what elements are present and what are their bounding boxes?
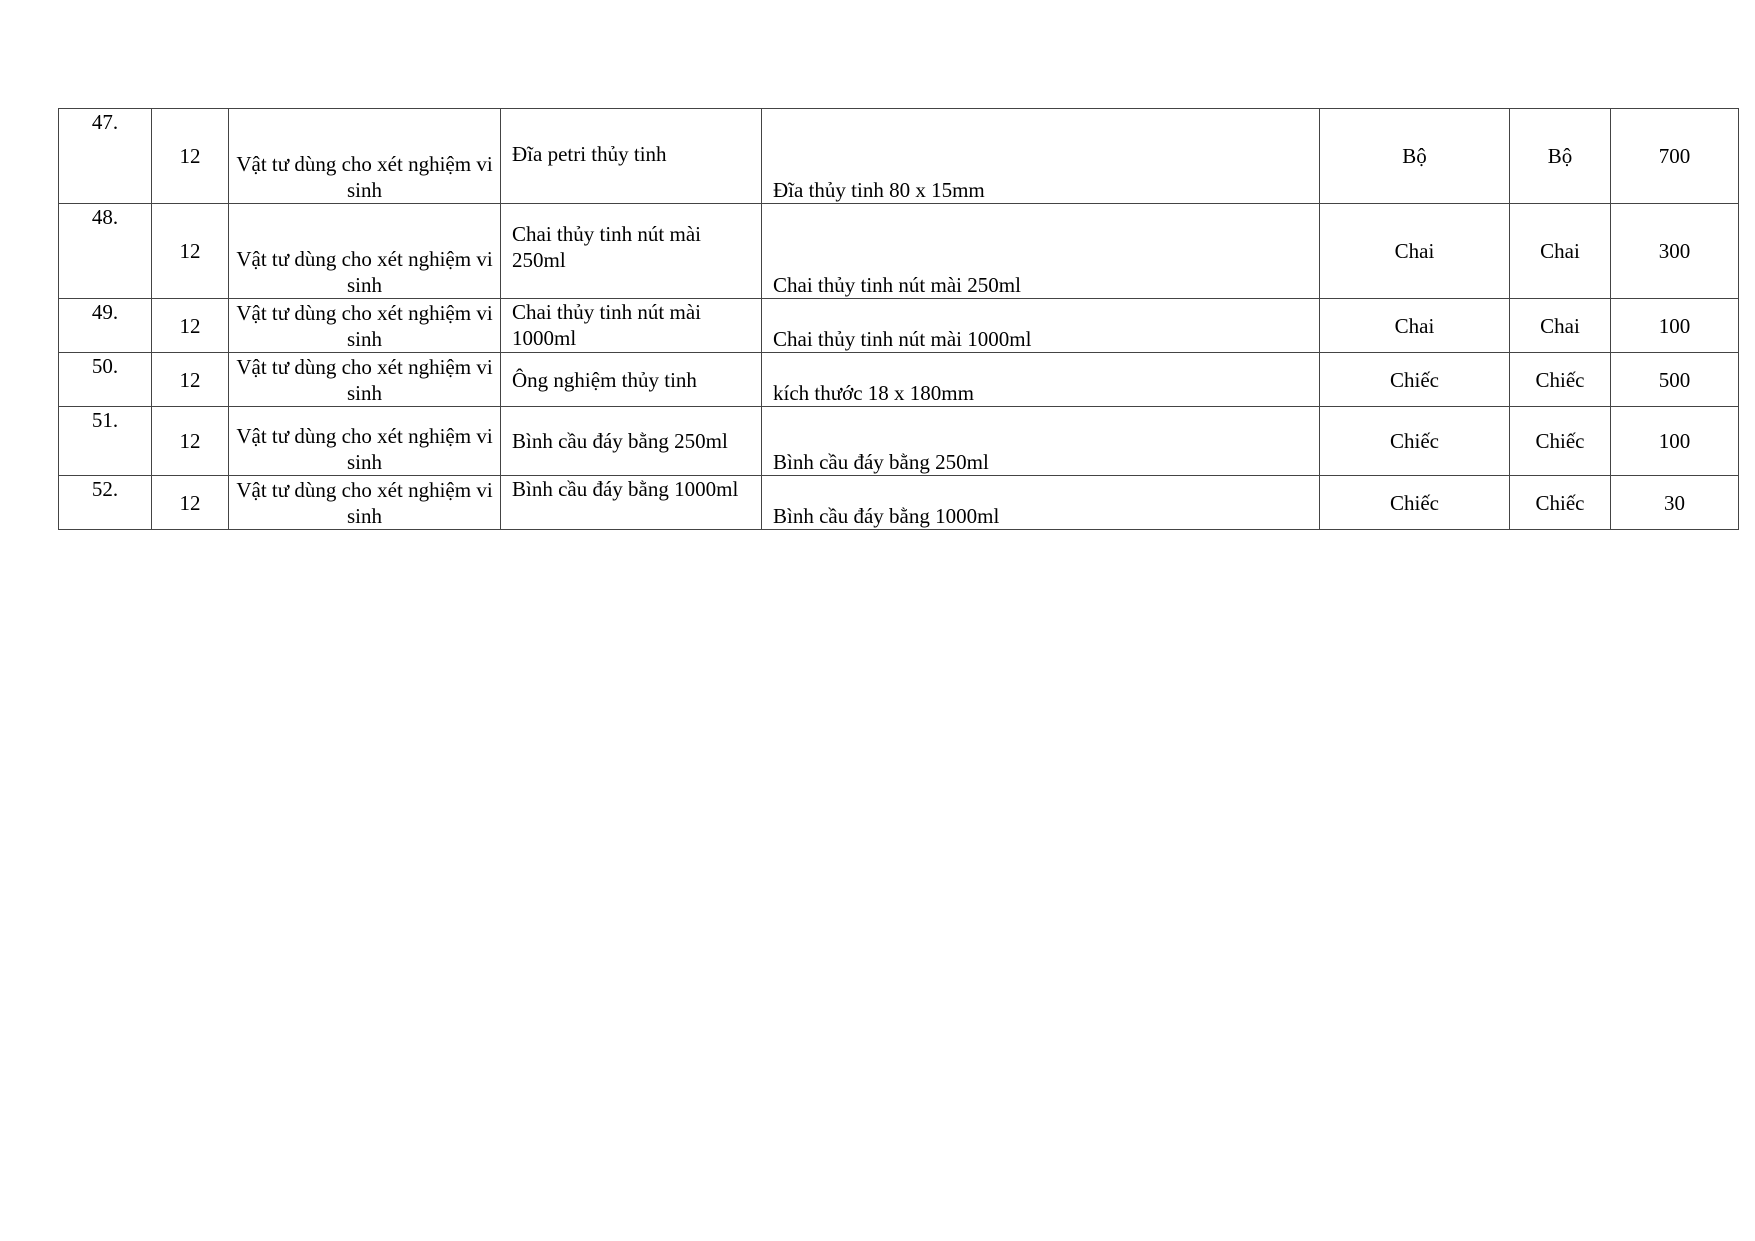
stt-cell: 51. [59,407,152,476]
name-cell: Bình cầu đáy bằng 250ml [501,407,762,476]
unit-cell: Chai [1320,299,1510,353]
unit2-cell: Chai [1510,204,1611,299]
unit-cell: Chai [1320,204,1510,299]
unit2-cell: Chiếc [1510,407,1611,476]
qty-cell: 300 [1611,204,1739,299]
spec-cell: Bình cầu đáy bằng 1000ml [762,476,1320,530]
stt-cell: 52. [59,476,152,530]
unit-cell: Bộ [1320,109,1510,204]
group-cell: 12 [152,476,229,530]
unit2-cell: Bộ [1510,109,1611,204]
unit2-cell: Chai [1510,299,1611,353]
spec-cell: Chai thủy tinh nút mài 1000ml [762,299,1320,353]
name-cell: Chai thủy tinh nút mài 250ml [501,204,762,299]
stt-cell: 47. [59,109,152,204]
group-cell: 12 [152,353,229,407]
category-cell: Vật tư dùng cho xét nghiệm vi sinh [229,353,501,407]
table-row [59,204,1739,299]
category-cell: Vật tư dùng cho xét nghiệm vi sinh [229,407,501,476]
qty-cell: 700 [1611,109,1739,204]
supplies-table [58,108,1739,530]
name-cell: Đĩa petri thủy tinh [501,109,762,204]
category-cell: Vật tư dùng cho xét nghiệm vi sinh [229,109,501,204]
qty-cell: 100 [1611,299,1739,353]
spec-cell: Bình cầu đáy bằng 250ml [762,407,1320,476]
qty-cell: 30 [1611,476,1739,530]
name-cell: Ông nghiệm thủy tinh [501,353,762,407]
category-cell: Vật tư dùng cho xét nghiệm vi sinh [229,204,501,299]
unit-cell: Chiếc [1320,476,1510,530]
name-cell: Chai thủy tinh nút mài 1000ml [501,299,762,353]
category-cell: Vật tư dùng cho xét nghiệm vi sinh [229,476,501,530]
table-row [59,476,1739,530]
table-row [59,353,1739,407]
qty-cell: 500 [1611,353,1739,407]
unit2-cell: Chiếc [1510,353,1611,407]
unit-cell: Chiếc [1320,353,1510,407]
unit2-cell: Chiếc [1510,476,1611,530]
stt-cell: 50. [59,353,152,407]
stt-cell: 49. [59,299,152,353]
stt-cell: 48. [59,204,152,299]
spec-cell: kích thước 18 x 180mm [762,353,1320,407]
spec-cell: Đĩa thủy tinh 80 x 15mm [762,109,1320,204]
group-cell: 12 [152,299,229,353]
group-cell: 12 [152,407,229,476]
name-cell: Bình cầu đáy bằng 1000ml [501,476,762,530]
group-cell: 12 [152,109,229,204]
category-cell: Vật tư dùng cho xét nghiệm vi sinh [229,299,501,353]
qty-cell: 100 [1611,407,1739,476]
table-row [59,109,1739,204]
unit-cell: Chiếc [1320,407,1510,476]
table-row [59,299,1739,353]
table-row [59,407,1739,476]
group-cell: 12 [152,204,229,299]
spec-cell: Chai thủy tinh nút mài 250ml [762,204,1320,299]
